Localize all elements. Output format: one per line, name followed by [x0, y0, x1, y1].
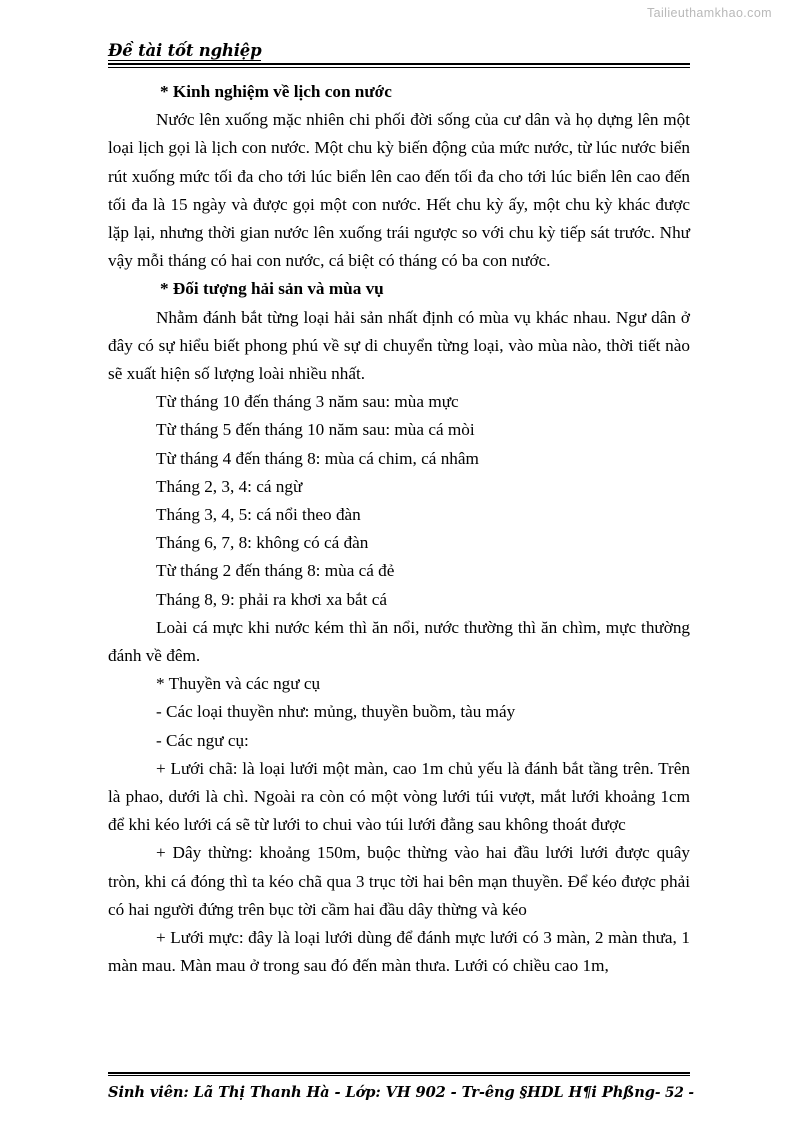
paragraph-line_ca_noi: Tháng 3, 4, 5: cá nổi theo đàn — [156, 505, 361, 525]
paragraph-heading_doi_tuong: * Đối tượng hải sản và mùa vụ — [160, 279, 384, 299]
paragraph-line_ra_khoi: Tháng 8, 9: phải ra khơi xa bắt cá — [156, 589, 388, 609]
footer-row — [108, 1084, 694, 1101]
footer-page-number: - 52 - — [654, 1085, 694, 1101]
paragraph-para_mua_vu: Nhằm đánh bắt từng loại hải sản nhất định có mùa vụ khác nhau. Ngư dân ở đây có sự hiểu biết phong phú về sự di chuyển từng loại, vào mùa nào, thời tiết nào sẽ xuất hiện số lượng loài nhiều nhất. — [108, 307, 690, 384]
paragraph-heading_kinh_nghiem: * Kinh nghiệm về lịch con nước — [160, 82, 392, 101]
paragraph-line_ca_de: Từ tháng 2 đến tháng 8: mùa cá đẻ — [156, 561, 395, 581]
footer-student-info: Sinh viên: Lã Thị Thanh Hà - Lớp: VH 902 - Tr-êng §HDL H¶i Phßng — [108, 1084, 655, 1101]
paragraph-line_thuyen_ngu_cu: * Thuyền và các ngư cụ — [156, 674, 321, 694]
paragraph-line_cac_loai_thuyen: - Các loại thuyền như: mủng, thuyền buồm, tàu máy — [156, 702, 516, 722]
document-body — [108, 78, 690, 981]
paragraph-para_con_nuoc: Nước lên xuống mặc nhiên chi phối đời sống của cư dân và họ dựng lên một loại lịch gọi là lịch con nước. Một chu kỳ biến động của mức nước, từ lúc nước biển rút xuống mức tối đa cho tới lúc biển lên cao đến tối đa cho tới lúc biển lên cao đến tối đa là 15 ngày và được gọi một con nước. Hết chu kỳ ấy, một chu kỳ khác được lặp lại, nhưng thời gian nước lên xuống trái ngược so với chu kỳ tiếp sát trước. Như vậy mỗi tháng có hai con nước, cá biệt có tháng có ba con nước. — [108, 110, 690, 271]
paragraph-para_luoi_cha: + Lưới chã: là loại lưới một màn, cao 1m chủ yếu là đánh bắt tầng trên. Trên là phao, dưới là chì. Ngoài ra còn có một vòng lưới túi vượt, mắt lưới khoảng 1cm để khi kéo lưới cá sẽ từ lưới to chui vào túi lưới đằng sau không thoát được — [108, 758, 690, 835]
paragraph-para_luoi_muc: + Lưới mực: đây là loại lưới dùng để đánh mực lưới có 3 màn, 2 màn thưa, 1 màn mau. Màn mau ở trong sau đó đến màn thưa. Lưới có chiều cao 1m, — [108, 928, 690, 976]
paragraph-para_ca_muc: Loài cá mực khi nước kém thì ăn nổi, nước thường thì ăn chìm, mực thường đánh về đêm. — [108, 617, 690, 666]
paragraph-line_ca_moi: Từ tháng 5 đến tháng 10 năm sau: mùa cá mòi — [156, 420, 475, 440]
page-header — [108, 42, 690, 68]
page-footer — [108, 1072, 694, 1102]
header-rule — [108, 63, 690, 68]
paragraph-line_khong_ca_dan: Tháng 6, 7, 8: không có cá đàn — [156, 533, 369, 553]
paragraph-line_cac_ngu_cu: - Các ngư cụ: — [156, 730, 249, 750]
paragraph-line_ca_chim: Từ tháng 4 đến tháng 8: mùa cá chim, cá nhâm — [156, 448, 479, 468]
paragraph-line_muc: Từ tháng 10 đến tháng 3 năm sau: mùa mực — [156, 392, 459, 412]
footer-rule — [108, 1072, 690, 1077]
header-title: Đề tài tốt nghiệp — [108, 41, 262, 60]
paragraph-para_day_thung: + Dây thừng: khoảng 150m, buộc thừng vào hai đầu lưới lưới được quây tròn, khi cá đóng thì ta kéo chã qua 3 trục tời hai bên mạn thuyền. Để kéo được phải có hai người đứng trên bục tời cầm hai đầu dây thừng và kéo — [108, 843, 690, 919]
paragraph-line_ca_ngu: Tháng 2, 3, 4: cá ngừ — [156, 476, 303, 496]
watermark-text: Tailieuthamkhao.com — [646, 6, 772, 20]
